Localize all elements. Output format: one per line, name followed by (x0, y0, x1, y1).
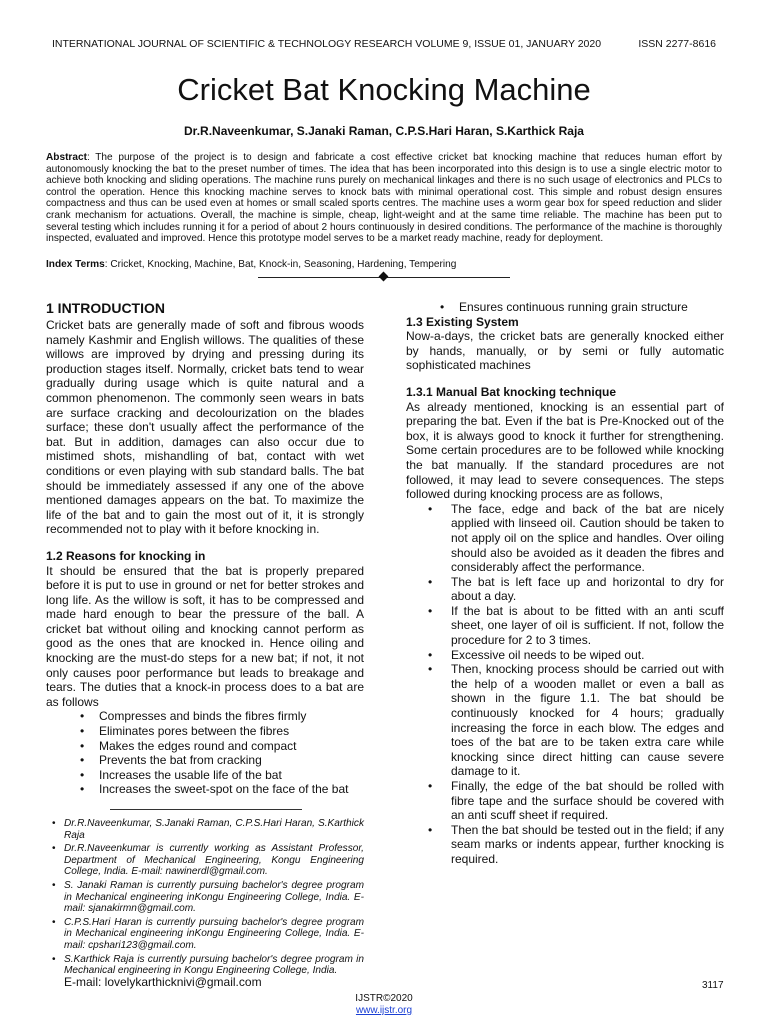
reasons-paragraph: It should be ensured that the bat is properly prepared before it is put to use in ground or net for better strokes and long life. As the willow is soft, it has to be compressed and made hard enough to bear the pressure of the ball. A cricket bat without oiling and knocking cannot perform as good as the ones that are knocked in. Hence oiling and knocking are the must-do steps for a new bat; if not, it not only causes poor performance but leads to breakage and tears. The duties that a knock-in process does to a bat are as follows (46, 563, 364, 709)
footnote-item: • C.P.S.Hari Haran is currently pursuing bachelor's degree program in Mechanical engineering inKongu Engineering College, India. E-mail: cpshari123@gmail.com. (46, 917, 364, 952)
manual-technique-paragraph: As already mentioned, knocking is an essential part of preparing the bat. Even if the bat is Pre-Knocked out of the box, it is always good to knock it further for strengthening. Some certain procedures are to be followed while knocking the bat manually. If the standard procedures are not followed, it may lead to severe consequences. The steps followed during knocking process are as follows, (406, 399, 724, 502)
abstract (46, 152, 722, 245)
list-item: • Then the bat should be tested out in the field; if any seam marks or indents appear, further knocking is required. (406, 823, 724, 867)
reasons-heading: 1.2 Reasons for knocking in (46, 548, 206, 563)
list-item: • The bat is left face up and horizontal to dry for about a day. (406, 575, 724, 604)
divider-diamond-icon (379, 272, 389, 282)
left-column (46, 300, 364, 797)
index-terms-label: Index Terms (46, 259, 105, 270)
right-column (406, 300, 724, 867)
list-item: • Finally, the edge of the bat should be rolled with fibre tape and the surface should be covered with an anti scuff sheet if required. (406, 779, 724, 823)
footer-link[interactable]: www.ijstr.org (355, 1005, 413, 1016)
footnote-item: • Dr.R.Naveenkumar is currently working as Assistant Professor, Department of Mechanical Engineering, Kongu Engineering College, India. E-mail: nawinerdl@gmail.com. (46, 843, 364, 878)
list-item: • The face, edge and back of the bat are nicely applied with linseed oil. Caution should be taken to not apply oil on the splice and handles. Over oiling should also be avoided as it deaden the fibres and considerably affect the performance. (406, 502, 724, 575)
abstract-text: : The purpose of the project is to design and fabricate a cost effective cricket bat knocking machine that reduces human effort by autonomously knocking the bat to the preset number of times. The idea that has been incorporated into this design is to use a single electric motor to achieve both knocking and sliding operations. The machine runs purely on mechanical linkages and there is no such usage of electronics and PLCs to control the operation. Hence this knocking machine serves to knock bats with minimal operational cost. This simple and robust design ensures compactness and thus can be used even at homes or small scaled sports centres. The machine uses a worm gear box for speed reduction and slider crank mechanism for actuations. Overall, the machine is simple, cheap, light-weight and at the same time reliable. The machine has been put to several testing which includes running it for a period of about 2 hours continuously in desired conditions. The performance of the machine is thoroughly inspected, evaluated and improved. Hence this prototype model serves to be a market ready machine, ready for deployment. (46, 152, 722, 245)
existing-system-paragraph: Now-a-days, the cricket bats are generally knocked either by hands, manually, or by semi or fully automatic sophisticated machines (406, 329, 724, 373)
paper-title: Cricket Bat Knocking Machine (177, 72, 591, 107)
footnote-separator (110, 809, 302, 810)
issn-label: ISSN 2277-8616 (638, 38, 716, 50)
continued-list (406, 300, 724, 315)
list-item: • Then, knocking process should be carried out with the help of a wooden mallet or even a ball as shown in the figure 1.1. The bat should be continuously knocked for 4 hours; gradually increasing the force in each blow. The edges and toes of the bat are to be taken extra care while knocking since direct hitting can cause severe damage to it. (406, 662, 724, 779)
page-number: 3117 (702, 980, 724, 991)
author-list: Dr.R.Naveenkumar, S.Janaki Raman, C.P.S.Hari Haran, S.Karthick Raja (184, 124, 584, 138)
existing-system-heading: 1.3 Existing System (406, 314, 519, 329)
list-item: • Ensures continuous running grain structure (406, 300, 724, 315)
footnote-item: • S.Karthick Raja is currently pursuing bachelor's degree program in Mechanical engineering in Kongu Engineering College, India. (46, 954, 364, 977)
journal-header: INTERNATIONAL JOURNAL OF SCIENTIFIC & TECHNOLOGY RESEARCH VOLUME 9, ISSUE 01, JANUARY 2020 (52, 38, 602, 50)
knocking-steps-list (406, 502, 724, 867)
list-item: • Increases the usable life of the bat (46, 768, 364, 783)
footnote-item: • S. Janaki Raman is currently pursuing bachelor's degree program in Mechanical engineering inKongu Engineering College, India. E-mail: sjanakirmn@gmail.com. (46, 880, 364, 915)
index-terms-text: : Cricket, Knocking, Machine, Bat, Knock-in, Seasoning, Hardening, Tempering (104, 259, 457, 270)
intro-heading: 1 INTRODUCTION (46, 300, 165, 316)
index-terms (46, 259, 722, 270)
author-email: E-mail: lovelykarthicknivi@gmail.com (64, 975, 262, 989)
list-item: • Compresses and binds the fibres firmly (46, 709, 364, 724)
list-item: • Increases the sweet-spot on the face of the bat (46, 782, 364, 797)
footer-copyright: IJSTR©2020 (355, 993, 413, 1004)
manual-technique-heading: 1.3.1 Manual Bat knocking technique (406, 384, 617, 399)
intro-paragraph: Cricket bats are generally made of soft and fibrous woods namely Kashmir and English willows. The qualities of these willows are improved by drying and pressing during its production stages itself. Normally, cricket bats tend to wear gradually during usage which is quite natural and a common phenomenon. The commonly seen wears in bats are surface cracking and decolourization on the blades surface; these don't usually affect the performance of the bat. But in addition, damages can also occur due to mistimed shots, mishandling of bat, contact with wet conditions or even playing with sub standard balls. The bat should be immediately assessed if any one of the above mentioned damages appears on the bat. To maximize the life of the bat and to gain the most out of it, it is strongly recommended not to play with it before knocking in. (46, 318, 364, 537)
footnote-item: • Dr.R.Naveenkumar, S.Janaki Raman, C.P.S.Hari Haran, S.Karthick Raja (46, 818, 364, 841)
list-item: • Excessive oil needs to be wiped out. (406, 648, 724, 663)
list-item: • Eliminates pores between the fibres (46, 724, 364, 739)
author-footnotes (46, 818, 364, 979)
reasons-list (46, 709, 364, 797)
list-item: • Makes the edges round and compact (46, 739, 364, 754)
page-footer (0, 993, 768, 1017)
abstract-label: Abstract (46, 152, 87, 163)
list-item: • Prevents the bat from cracking (46, 753, 364, 768)
list-item: • If the bat is about to be fitted with an anti scuff sheet, one layer of oil is sufficient. If not, follow the procedure for 2 to 3 times. (406, 604, 724, 648)
